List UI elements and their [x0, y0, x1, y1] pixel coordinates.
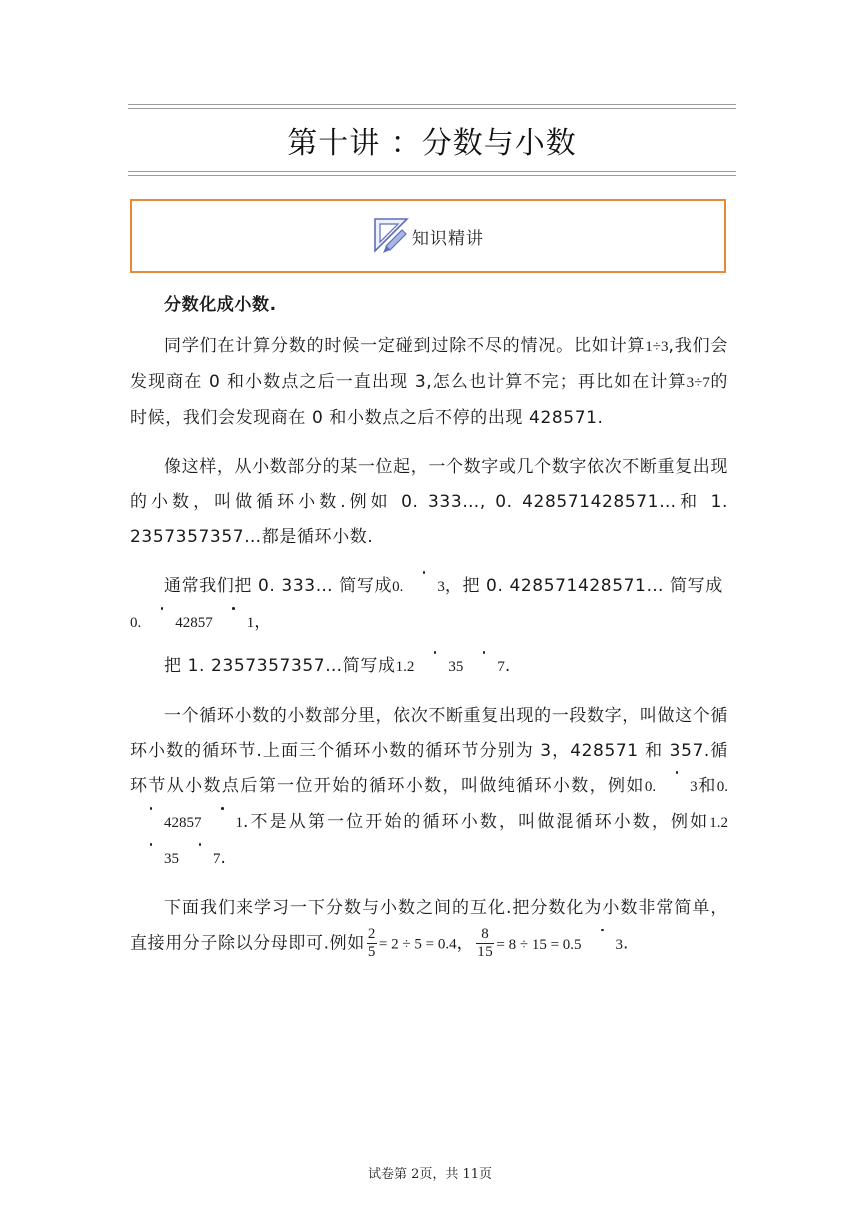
repeating-0-3	[392, 579, 445, 595]
fraction-2-5-denominator: 5	[367, 944, 376, 960]
ex1-prefix: 0.	[644, 779, 657, 795]
ex2-repetend-end: 1	[202, 806, 244, 841]
notation2-text-b: .	[504, 656, 511, 676]
conversion-end: .	[623, 933, 630, 954]
knowledge-banner-inner	[372, 216, 484, 256]
paragraph-intro	[130, 329, 728, 436]
ex3-prefix: 1.2	[709, 815, 728, 831]
section-heading: 分数化成小数.	[164, 295, 277, 315]
conversion-sep: ，	[456, 933, 475, 954]
page-footer: 试卷第 2页，共 11页	[367, 1167, 493, 1182]
ex3-middle: 5	[171, 851, 179, 867]
fraction-8-15-denominator: 15	[477, 944, 494, 960]
repetend-text-a: 一个循环小数的小数部分里，依次不断重复出现的一段数字，叫做这个循环小数的循环节.上面三个循环小数的循环节分别为 3，428571 和 357.循环节从小数点后第一位开始的循环小数，叫做纯循环小数，例如	[130, 706, 728, 796]
paragraph-conversion	[130, 891, 728, 963]
ex2-middle: 2857	[171, 815, 202, 831]
repeating-0-428571	[130, 615, 254, 631]
example-0-3	[645, 779, 698, 795]
repeating-1-2357	[396, 659, 505, 675]
r3-repetend-end: 7	[463, 650, 505, 685]
r3-middle: 5	[455, 659, 464, 675]
r1-prefix: 0.	[392, 579, 404, 595]
conversion-text: 下面我们来学习一下分数与小数之间的互化.把分数化为小数非常简单，直接用分子除以分母即可.例如	[130, 898, 728, 954]
fraction-2-5	[367, 926, 377, 961]
ex1-repetend: 3	[656, 770, 698, 805]
page-title: 第十讲 ：分数与小数	[287, 126, 577, 161]
r3-repetend-start: 3	[414, 650, 456, 685]
repetend-text-b: .不是从第一位开始的循环小数，叫做混循环小数，例如	[243, 812, 710, 832]
paragraph-notation-2	[130, 649, 728, 685]
knowledge-banner	[130, 199, 726, 273]
title-top-rule	[128, 104, 736, 109]
intro-text-a: 同学们在计算分数的时候一定碰到过除不尽的情况。比如计算	[164, 336, 646, 356]
title-bottom-rule	[128, 171, 736, 176]
lecture-content	[130, 288, 728, 977]
intro-text-c: 的时候，我们会发现商在 0 和小数点之后不停的出现 428571.	[130, 372, 728, 428]
r2-repetend-start: 4	[141, 606, 183, 641]
expr-3-div-7: 3÷7	[686, 375, 710, 391]
fraction-8-15-numerator: 8	[476, 926, 494, 944]
repetend-text-c: .	[220, 848, 227, 868]
ex3-repetend-end: 7	[179, 842, 221, 877]
r1-repetend: 3	[403, 570, 445, 605]
expr-1-div-3: 1÷3	[645, 339, 669, 355]
equation-8-15-repetend: 3	[582, 928, 624, 963]
fraction-2-5-numerator: 2	[367, 926, 376, 942]
intro-text-b: ,我们会发现商在 0 和小数点之后一直出现 3,怎么也计算不完；再比如在计算	[130, 336, 728, 392]
ex3-repetend-start: 3	[130, 842, 172, 877]
banner-label: 知识精讲	[412, 228, 484, 249]
notation-text-b: ，把 0. 428571428571… 简写成	[444, 576, 723, 596]
equation-8-15	[496, 937, 623, 953]
repetend-and: 和	[697, 776, 717, 796]
equation-8-15-prefix: = 8 ÷ 15 = 0.5	[496, 936, 582, 953]
equation-2-5: = 2 ÷ 5 = 0.4	[378, 936, 457, 953]
ex2-repetend-start: 4	[130, 806, 172, 841]
paragraph-notation	[130, 569, 728, 641]
paragraph-repetend	[130, 699, 728, 877]
r2-middle: 2857	[182, 615, 213, 631]
notation-text-a: 通常我们把 0. 333… 简写成	[164, 576, 393, 596]
paragraph-definition: 像这样，从小数部分的某一位起，一个数字或几个数字依次不断重复出现的小数，叫做循环小数.例如 0. 333…, 0. 428571428571…和 1. 2357357357…都是循环小数.	[130, 457, 728, 547]
r2-repetend-end: 1	[213, 606, 255, 641]
r2-prefix: 0.	[130, 615, 142, 631]
pencil-ruler-icon	[372, 216, 410, 256]
notation2-text-a: 把 1. 2357357357…简写成	[164, 656, 396, 676]
r3-prefix: 1.2	[395, 659, 415, 675]
ex2-prefix: 0.	[716, 779, 728, 795]
notation-text-c: ，	[254, 612, 272, 632]
fraction-8-15	[476, 926, 494, 961]
